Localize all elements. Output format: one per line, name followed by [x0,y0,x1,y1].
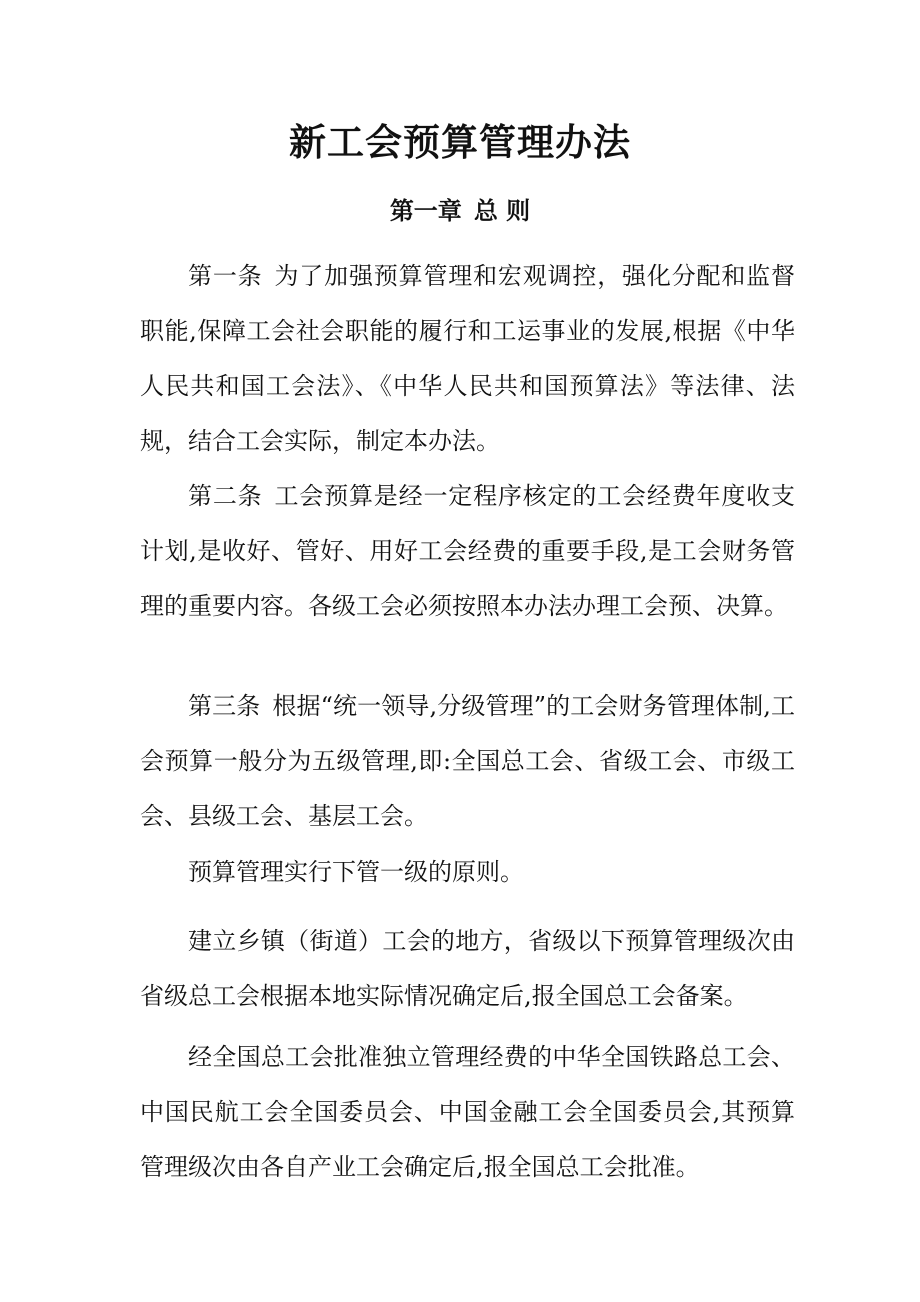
body-paragraph: 经全国总工会批准独立管理经费的中华全国铁路总工会、中国民航工会全国委员会、中国金融工会全国委员会,其预算管理级次由各自产业工会确定后,报全国总工会批准。 [140,1043,795,1181]
article-2-label: 第二条 [188,482,263,510]
chapter-name: 总 则 [473,196,531,225]
chapter-heading [0,191,920,226]
article-1-paragraph [140,249,795,469]
body-paragraph: 预算管理实行下管一级的原则。 [188,858,524,886]
article-2-paragraph [140,469,795,634]
article-2-text: 工会预算是经一定程序核定的工会经费年度收支计划,是收好、管好、用好工会经费的重要手段,是工会财务管理的重要内容。各级工会必须按照本办法办理工会预、决算。 [140,482,796,620]
chapter-number: 第一章 [389,196,462,225]
article-3-text: 根据“统一领导,分级管理”的工会财务管理体制,工会预算一般分为五级管理,即:全国总工会、省级工会、市级工会、县级工会、基层工会。 [140,692,796,830]
body-paragraph: 建立乡镇（街道）工会的地方，省级以下预算管理级次由省级总工会根据本地实际情况确定后,报全国总工会备案。 [140,927,795,1010]
article-1-label: 第一条 [188,262,263,290]
article-3-label: 第三条 [188,692,261,720]
article-1-text: 为了加强预算管理和宏观调控，强化分配和监督职能,保障工会社会职能的履行和工运事业的发展,根据《中华人民共和国工会法》、《中华人民共和国预算法》等法律、法规，结合工会实际，制定本办法。 [140,262,796,455]
document-title: 新工会预算管理办法 [289,120,631,164]
article-3-paragraph [140,679,795,844]
